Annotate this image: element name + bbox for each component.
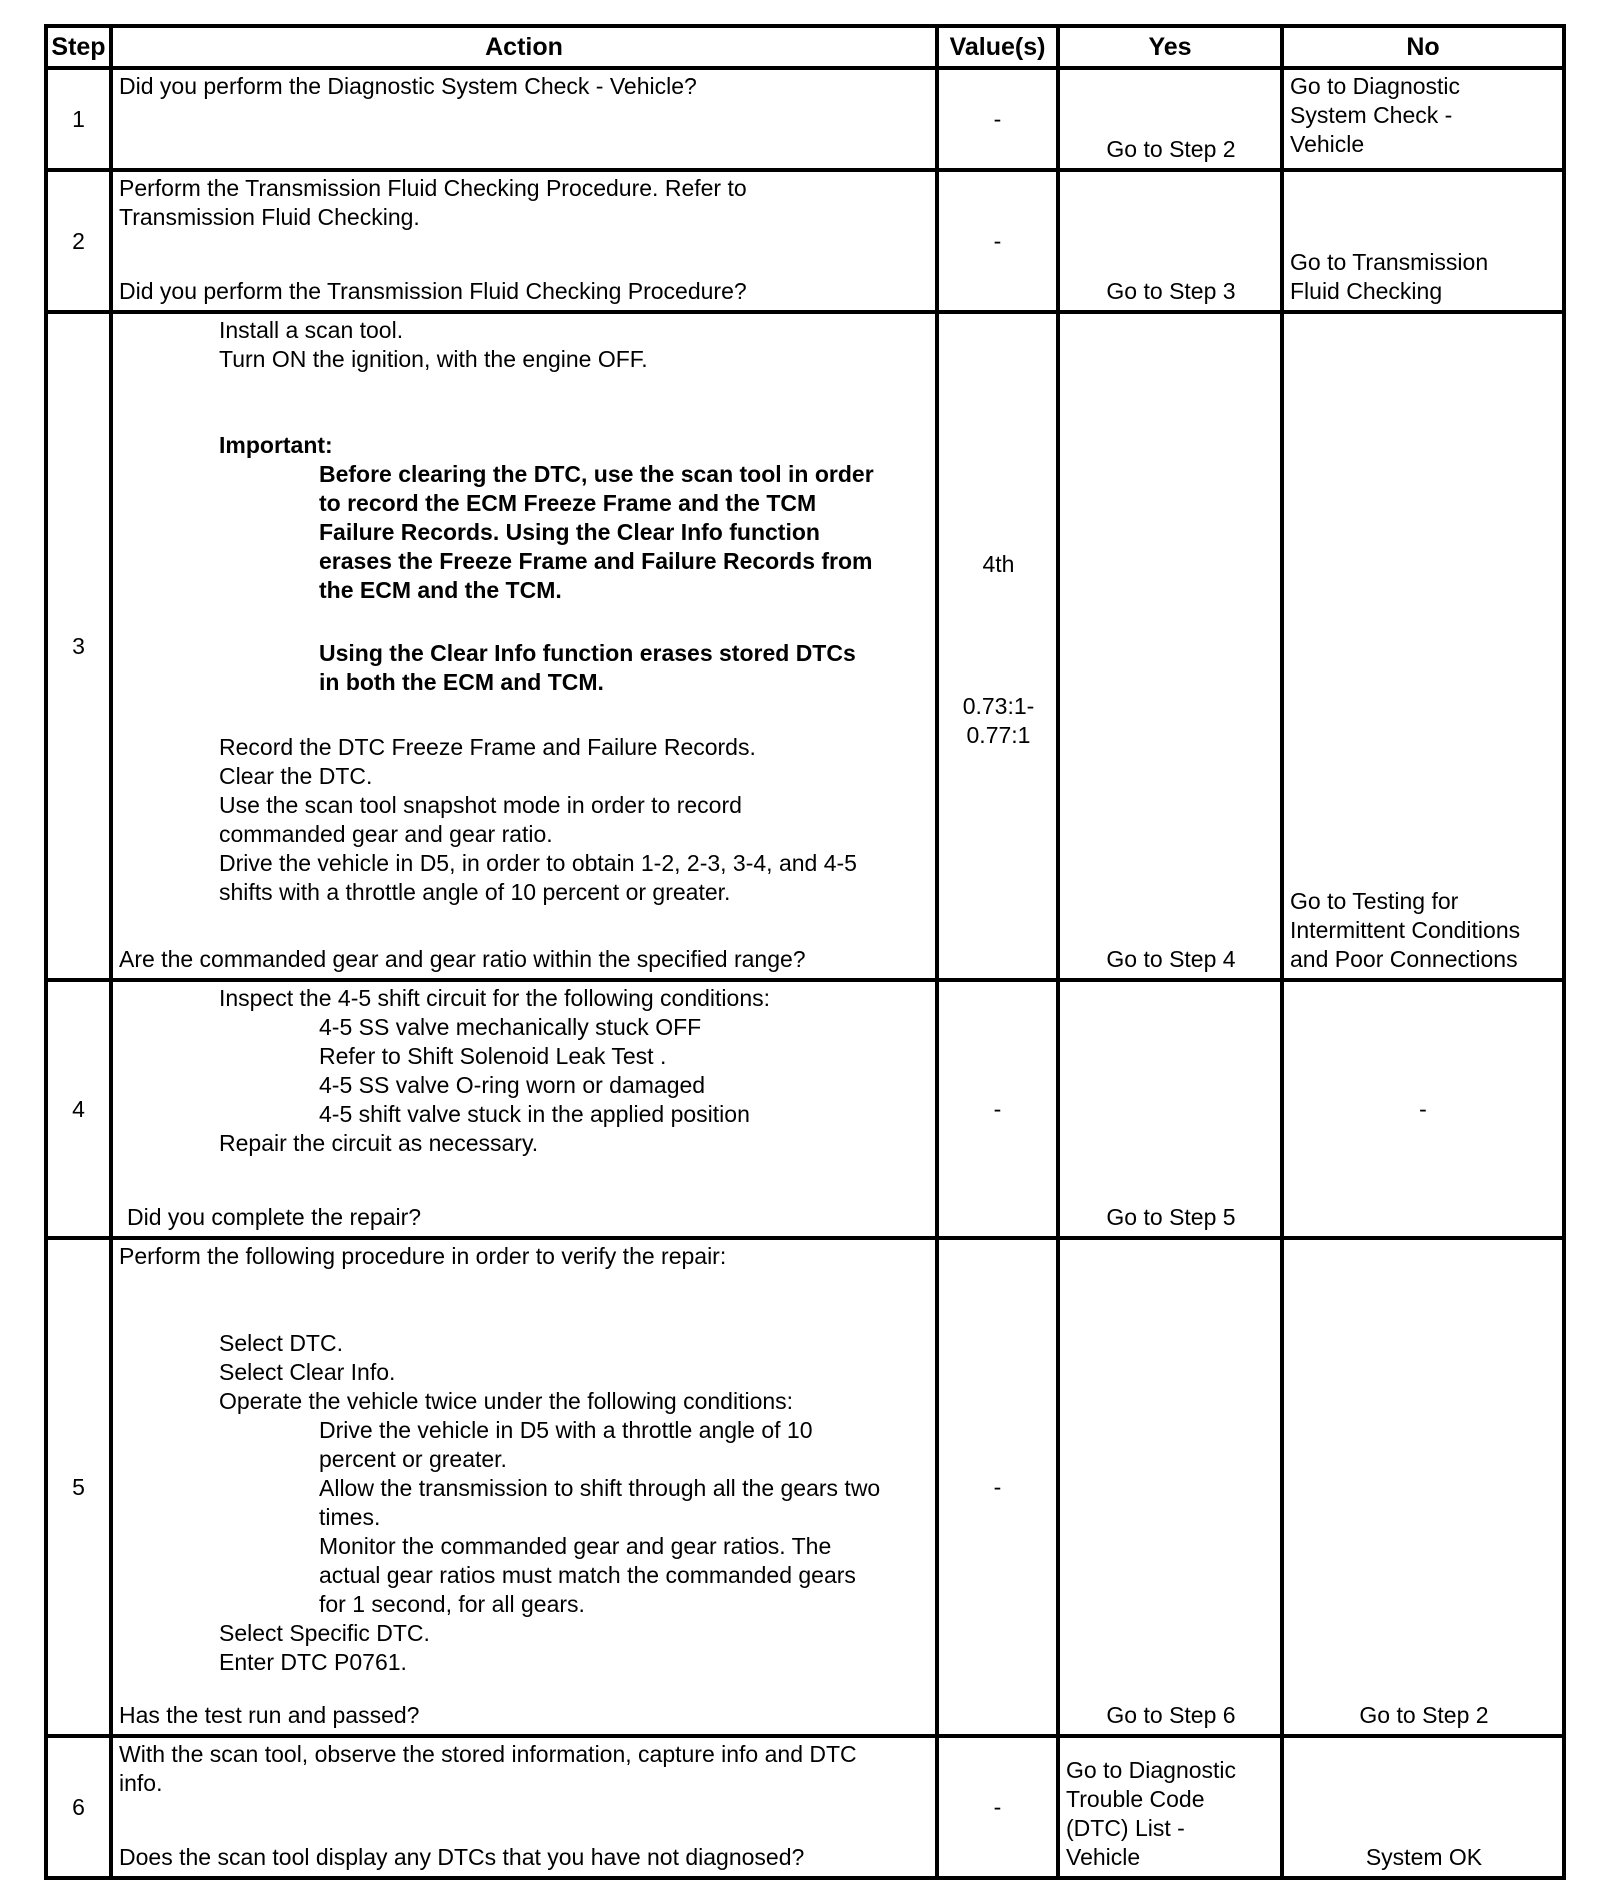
important-label: Important: (219, 432, 333, 458)
value-cell: - (937, 1736, 1058, 1878)
action-question: Did you complete the repair? (127, 1204, 422, 1230)
header-row (46, 26, 1564, 68)
action-cell (111, 312, 937, 980)
value-ratio: 0.73:1- 0.77:1 (962, 693, 1035, 748)
action-text: Perform the following procedure in order to verify the repair: Select DTC. Select Clear Info. Operate the vehicle twice under the following conditions: Drive the vehicle in D5 with a throttle angle of 10 percent or greater. Allow the transmission to shift through all the gears two times. Monitor the commanded gear and gear ratios. The actual gear ratios must match the commanded gears for 1 second, for all gears. Select Specific DTC. Enter DTC P0761. (119, 1243, 881, 1675)
action-cell (111, 1736, 937, 1878)
diagnostic-table (44, 24, 1566, 1880)
action-cell (111, 1238, 937, 1736)
table-row (46, 1238, 1564, 1736)
header-action: Action (111, 26, 937, 68)
system-ok-text: System OK (1365, 1844, 1483, 1870)
no-link[interactable]: Go to Testing for Intermittent Conditions and Poor Connections (1290, 888, 1521, 972)
value-cell: - (937, 170, 1058, 312)
action-question: Did you perform the Transmission Fluid Checking Procedure? (119, 278, 747, 304)
step-number: 3 (46, 312, 111, 980)
header-no: No (1282, 26, 1564, 68)
header-yes: Yes (1058, 26, 1282, 68)
table-row (46, 1736, 1564, 1878)
no-cell (1282, 1238, 1564, 1736)
yes-link[interactable]: Go to Step 3 (1106, 278, 1236, 304)
table-row (46, 980, 1564, 1238)
table-row (46, 68, 1564, 170)
action-cell (111, 68, 937, 170)
yes-cell (1058, 980, 1282, 1238)
table-row (46, 312, 1564, 980)
yes-cell (1058, 1238, 1282, 1736)
no-link[interactable]: Go to Step 2 (1359, 1702, 1489, 1728)
step-number: 2 (46, 170, 111, 312)
step-number: 6 (46, 1736, 111, 1878)
no-cell (1282, 170, 1564, 312)
no-cell: - (1282, 980, 1564, 1238)
yes-link[interactable]: Go to Step 6 (1106, 1702, 1236, 1728)
yes-link[interactable]: Go to Step 4 (1106, 946, 1236, 972)
yes-link[interactable]: Go to Step 5 (1106, 1204, 1236, 1230)
action-cell (111, 170, 937, 312)
no-cell (1282, 312, 1564, 980)
table-row (46, 170, 1564, 312)
no-link[interactable]: Go to Transmission Fluid Checking (1290, 249, 1489, 304)
step-number: 1 (46, 68, 111, 170)
action-text: Perform the Transmission Fluid Checking Procedure. Refer to Transmission Fluid Checking. (119, 175, 747, 230)
yes-cell (1058, 68, 1282, 170)
no-link[interactable]: Go to Diagnostic System Check - Vehicle (1290, 73, 1461, 157)
step-number: 5 (46, 1238, 111, 1736)
no-cell (1282, 1736, 1564, 1878)
yes-cell (1058, 312, 1282, 980)
action-text: Did you perform the Diagnostic System Check - Vehicle? (119, 73, 697, 99)
no-cell (1282, 68, 1564, 170)
action-text: Install a scan tool. Turn ON the ignition, with the engine OFF. Important: Before clearing the DTC, use the scan tool in order to record the ECM Freeze Frame and the TCM Failure Records. Using the Clear Info function erases the Freeze Frame and Failure Records from the ECM and the TCM. Using the Clear Info function erases stored DTCs in both the ECM and TCM. Record the DTC Freeze Frame and Failure Records. Clear the DTC. Use the scan tool snapshot mode in order to record commanded gear and gear ratio. Drive the vehicle in D5, in order to obtain 1-2, 2-3, 3-4, and 4-5 shifts with a throttle angle of 10 percent or greater. (119, 316, 931, 907)
value-cell: - (937, 1238, 1058, 1736)
action-question: Does the scan tool display any DTCs that you have not diagnosed? (119, 1844, 805, 1870)
yes-link[interactable]: Go to Diagnostic Trouble Code (DTC) List - Vehicle (1066, 1757, 1237, 1870)
step-number: 4 (46, 980, 111, 1238)
header-values: Value(s) (937, 26, 1058, 68)
yes-cell (1058, 170, 1282, 312)
yes-link[interactable]: Go to Step 2 (1106, 136, 1236, 162)
action-question: Has the test run and passed? (119, 1702, 420, 1728)
action-cell (111, 980, 937, 1238)
value-gear: 4th (982, 551, 1015, 577)
action-text: With the scan tool, observe the stored information, capture info and DTC info. (119, 1741, 857, 1796)
value-cell: - (937, 980, 1058, 1238)
value-cell (937, 312, 1058, 980)
value-cell: - (937, 68, 1058, 170)
action-text: Inspect the 4-5 shift circuit for the following conditions: 4-5 SS valve mechanically stuck OFF Refer to Shift Solenoid Leak Test . 4-5 SS valve O-ring worn or damaged 4-5 shift valve stuck in the applied position Repair the circuit as necessary. (219, 985, 771, 1156)
important-note: Using the Clear Info function erases stored DTCs in both the ECM and TCM. (319, 640, 856, 695)
yes-cell (1058, 1736, 1282, 1878)
header-step: Step (46, 26, 111, 68)
action-question: Are the commanded gear and gear ratio within the specified range? (119, 946, 806, 972)
important-note: Before clearing the DTC, use the scan tool in order to record the ECM Freeze Frame and the TCM Failure Records. Using the Clear Info function erases the Freeze Frame and Failure Records from the ECM and the TCM. (319, 461, 874, 603)
